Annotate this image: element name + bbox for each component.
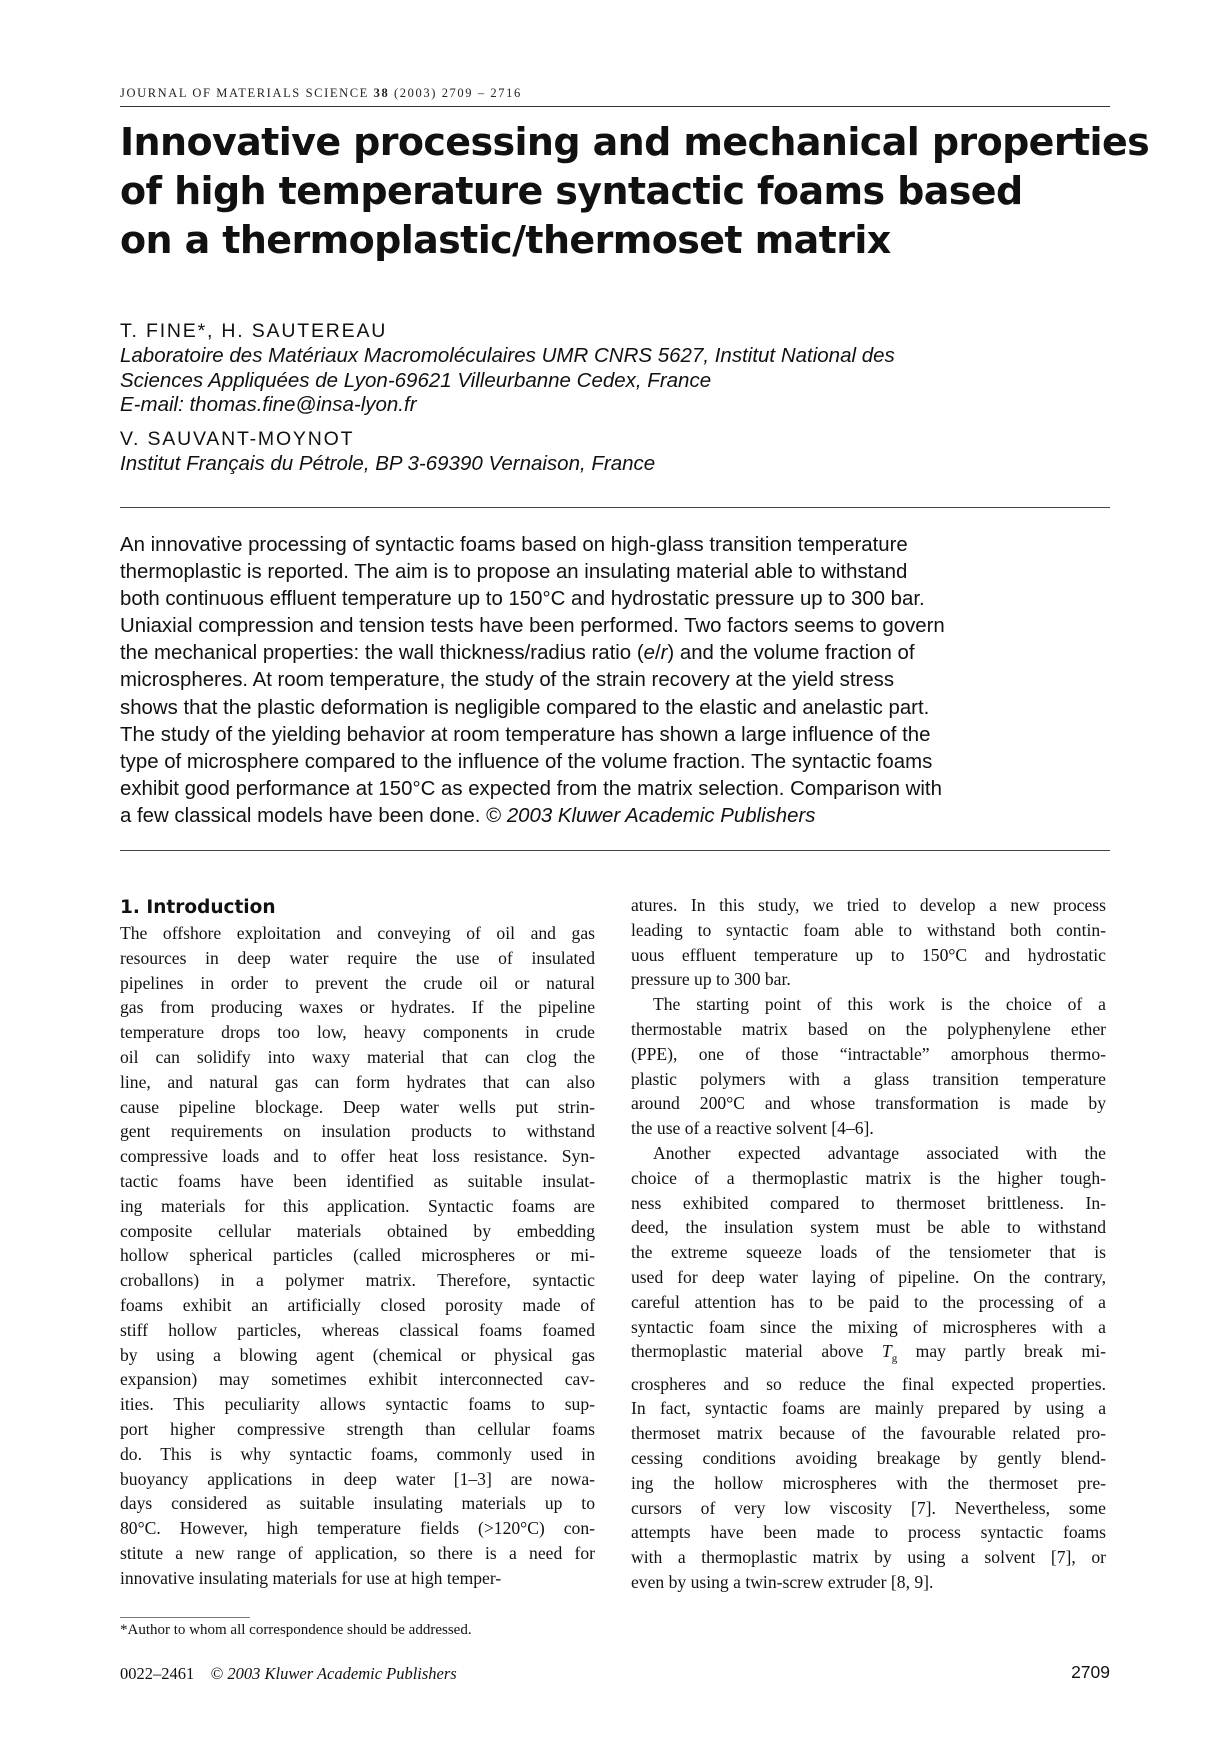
body-line: In fact, syntactic foams are mainly prepared by using a	[631, 1398, 1106, 1419]
right-column	[631, 893, 1106, 1595]
abstract-line: type of microsphere compared to the influence of the volume fraction. The syntactic foams	[120, 750, 933, 773]
author-email[interactable]: E-mail: thomas.fine@insa-lyon.fr	[120, 393, 417, 416]
body-line: attempts have been made to process syntactic foams	[631, 1522, 1106, 1543]
body-line: 80°C. However, high temperature fields (>120°C) con-	[120, 1518, 595, 1539]
body-line: Another expected advantage associated with the	[653, 1142, 1106, 1163]
tg-symbol: T	[881, 1341, 892, 1362]
body-line: days considered as suitable insulating materials up to	[120, 1493, 595, 1514]
copyright-icon: ©	[210, 1664, 224, 1683]
tg-subscript: g	[891, 1352, 898, 1365]
abstract-line: thermoplastic is reported. The aim is to propose an insulating material able to withstand	[120, 561, 908, 584]
abstract-text: the mechanical properties: the wall thickness/radius ratio (	[120, 642, 644, 665]
affiliation-line: Sciences Appliquées de Lyon-69621 Villeurbanne Cedex, France	[120, 368, 712, 392]
affiliation-line: Institut Français du Pétrole, BP 3-69390 Vernaison, France	[120, 451, 656, 475]
body-line: leading to syntactic foam able to withstand both contin-	[631, 919, 1106, 940]
body-line: croballons) in a polymer matrix. Therefore, syntactic	[120, 1270, 595, 1291]
body-line: The offshore exploitation and conveying of oil and gas	[120, 923, 595, 943]
body-text: may partly break mi-	[897, 1341, 1106, 1362]
body-line: expansion) may sometimes exhibit interconnected cav-	[120, 1369, 595, 1390]
body-line: thermostable matrix based on the polyphenylene ether	[631, 1018, 1106, 1039]
abstract-line: Uniaxial compression and tension tests have been performed. Two factors seems to govern	[120, 615, 945, 638]
body-line: even by using a twin-screw extruder [8, 9].	[631, 1572, 934, 1593]
abstract-line: both continuous effluent temperature up to 150°C and hydrostatic pressure up to 300 bar.	[120, 588, 925, 611]
body-line: deed, the insulation system must be able to withstand	[631, 1217, 1106, 1238]
abstract-symbol-e: e	[643, 642, 655, 665]
author-names: V. SAUVANT-MOYNOT	[120, 427, 355, 450]
body-line: hollow spherical particles (called microspheres or mi-	[120, 1245, 595, 1266]
body-line: stiff hollow particles, whereas classical foams foamed	[120, 1319, 595, 1340]
paragraph-3	[631, 1141, 1106, 1339]
body-line: foams exhibit an artificially closed porosity made of	[120, 1294, 595, 1315]
section-heading: 1. Introduction	[120, 897, 276, 918]
footnote-rule	[120, 1617, 250, 1618]
author-names: T. FINE*, H. SAUTEREAU	[120, 320, 388, 342]
abstract-symbol-r: r	[660, 642, 668, 665]
abstract-text: ) and the volume fraction of	[667, 642, 915, 665]
author-block	[120, 318, 1120, 476]
publisher-name: 2003 Kluwer Academic Publishers	[227, 1664, 457, 1683]
footnote: *Author to whom all correspondence should be addressed.	[120, 1622, 472, 1638]
body-line: stitute a new range of application, so there is a need for	[120, 1542, 595, 1563]
body-line: compressive loads and to offer heat loss resistance. Syn-	[120, 1146, 595, 1167]
body-line: thermoset matrix because of the favourable related pro-	[631, 1423, 1106, 1444]
body-line: gent requirements on insulation products to withstand	[120, 1121, 595, 1142]
paragraph-1	[631, 893, 1106, 967]
body-line: uous effluent temperature up to 150°C and hydrostatic	[631, 944, 1106, 965]
abstract-bottom-rule	[120, 850, 1110, 851]
intro-paragraph	[120, 921, 595, 1566]
body-line: ness exhibited compared to thermoset brittleness. In-	[631, 1192, 1106, 1213]
body-line: (PPE), one of those “intractable” amorphous thermo-	[631, 1043, 1106, 1064]
article-title	[120, 118, 1150, 265]
running-head	[120, 86, 1110, 107]
body-line: plastic polymers with a glass transition temperature	[631, 1068, 1106, 1089]
body-line: with a thermoplastic matrix by using a solvent [7], or	[631, 1547, 1106, 1568]
affiliation-line: Laboratoire des Matériaux Macromoléculaires UMR CNRS 5627, Institut National des	[120, 344, 895, 367]
body-line: cessing conditions avoiding breakage by gently blend-	[631, 1448, 1106, 1469]
body-line: buoyancy applications in deep water [1–3] are nowa-	[120, 1468, 595, 1489]
body-text: thermoplastic material above	[631, 1341, 882, 1362]
title-line: of high temperature syntactic foams based	[120, 169, 1023, 213]
body-line: cause pipeline blockage. Deep water wells put strin-	[120, 1096, 595, 1117]
abstract-copyright: 2003 Kluwer Academic Publishers	[506, 804, 816, 827]
left-column	[120, 893, 595, 1591]
journal-volume: 38	[373, 86, 390, 100]
body-line: the use of a reactive solvent [4–6].	[631, 1118, 874, 1139]
body-line: temperature drops too low, heavy components in crude	[120, 1022, 595, 1043]
abstract-text: a few classical models have been done. ©	[120, 804, 507, 827]
body-line: ing materials for this application. Syntactic foams are	[120, 1195, 595, 1216]
body-line: ing the hollow microspheres with the thermoset pre-	[631, 1472, 1106, 1493]
abstract-top-rule	[120, 507, 1110, 508]
body-line: port higher compressive strength than cellular foams	[120, 1418, 595, 1439]
body-line: line, and natural gas can form hydrates that can also	[120, 1071, 595, 1092]
abstract-line: The study of the yielding behavior at room temperature has shown a large influence of the	[120, 723, 931, 746]
body-line: The starting point of this work is the choice of a	[653, 994, 1106, 1015]
abstract-line: microspheres. At room temperature, the study of the strain recovery at the yield stress	[120, 669, 895, 692]
body-line: resources in deep water require the use of insulated	[120, 947, 595, 968]
journal-year-pages: (2003) 2709 – 2716	[394, 86, 522, 100]
body-line: composite cellular materials obtained by embedding	[120, 1220, 595, 1241]
issn: 0022–2461	[120, 1664, 195, 1683]
body-line: careful attention has to be paid to the processing of a	[631, 1291, 1106, 1312]
abstract-text: /	[654, 642, 661, 665]
title-line: on a thermoplastic/thermoset matrix	[120, 218, 891, 262]
body-line: around 200°C and whose transformation is made by	[631, 1093, 1106, 1114]
footer-publisher	[120, 1664, 457, 1684]
body-line: cursors of very low viscosity [7]. Nevertheless, some	[631, 1497, 1106, 1518]
body-line: oil can solidify into waxy material that can clog the	[120, 1046, 595, 1067]
body-line: pressure up to 300 bar.	[631, 969, 791, 990]
body-line: the extreme squeeze loads of the tensiometer that is	[631, 1242, 1106, 1263]
body-line	[631, 1339, 1106, 1371]
body-line: syntactic foam since the mixing of microspheres with a	[631, 1316, 1106, 1337]
abstract-line: exhibit good performance at 150°C as expected from the matrix selection. Comparison with	[120, 777, 942, 800]
journal-name: JOURNAL OF MATERIALS SCIENCE	[120, 86, 369, 100]
body-line: gas from producing waxes or hydrates. If the pipeline	[120, 997, 595, 1018]
body-line: innovative insulating materials for use at high temper-	[120, 1567, 502, 1588]
body-line: do. This is why syntactic foams, commonly used in	[120, 1443, 595, 1464]
body-line: ities. This peculiarity allows syntactic foams to sup-	[120, 1394, 595, 1415]
body-line: used for deep water laying of pipeline. On the contrary,	[631, 1266, 1106, 1287]
abstract-line	[120, 640, 1110, 667]
abstract-line: An innovative processing of syntactic foams based on high-glass transition temperature	[120, 534, 908, 556]
body-line: tactic foams have been identified as suitable insulat-	[120, 1170, 595, 1191]
body-line: choice of a thermoplastic matrix is the higher tough-	[631, 1167, 1106, 1188]
abstract-line	[120, 803, 1110, 830]
abstract-line: shows that the plastic deformation is negligible compared to the elastic and anelastic part.	[120, 696, 930, 719]
paragraph-3-continued	[631, 1372, 1106, 1570]
body-line: pipelines in order to prevent the crude oil or natural	[120, 972, 595, 993]
body-line: atures. In this study, we tried to develop a new process	[631, 895, 1106, 915]
paragraph-2	[631, 992, 1106, 1116]
title-line: Innovative processing and mechanical properties	[120, 120, 1150, 164]
body-line: crospheres and so reduce the final expected properties.	[631, 1373, 1106, 1394]
abstract	[120, 532, 1110, 830]
page-number: 2709	[1071, 1662, 1110, 1682]
body-line: by using a blowing agent (chemical or physical gas	[120, 1344, 595, 1365]
